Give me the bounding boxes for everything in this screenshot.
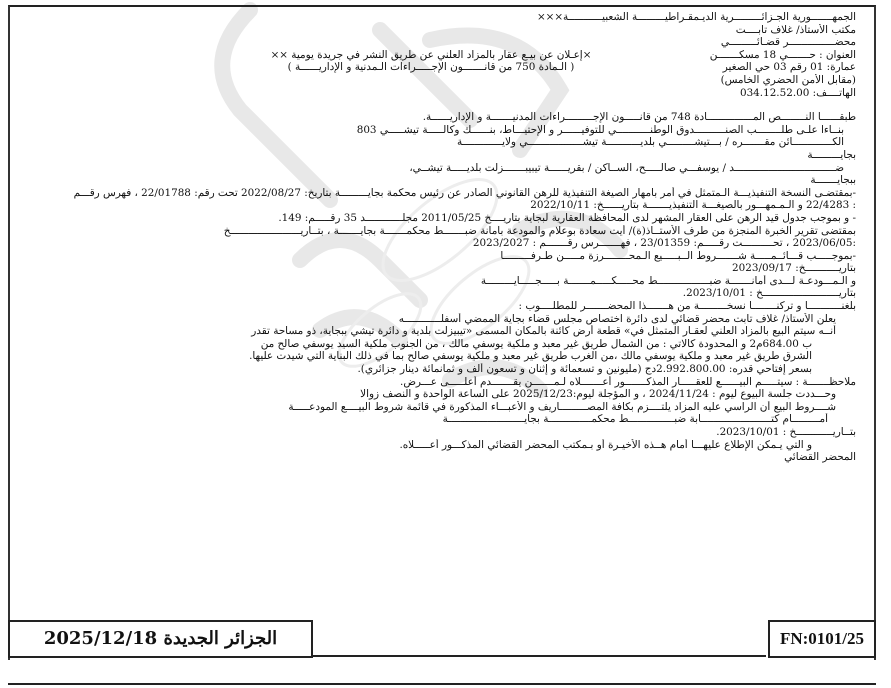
body-line: بجايـــــــــة <box>807 148 856 161</box>
body-line: ببجايـــــــة <box>810 174 856 187</box>
phone-number: الهاتــــف: 034.12.52.00 <box>739 86 856 99</box>
body-line: يعلن الأستاذ/ غلاف تابت محضر قضائي لدى دائرة اختصاص مجلس قضاء بجاية الممضي أسفلــــــــــــه <box>398 312 836 325</box>
body-line: بنــاءا علـى طلــــــــب الصنــــــــــدوق الوطنـــــــــــي للتوفيــــــر و الإحتيـــاط، بنــــــك وكالـــــة تيشـــــي 803 <box>356 123 844 136</box>
document-title: محضـــــــــــــــر قضـائـــــــــي <box>720 36 856 49</box>
body-line: -بمقتضـى النسخة التنفيذيـــة الـمتمثل في أمر بامهار الصيغة التنفيذية للرهن القانوني الصادر عن رئيس محكمة بجايـــــــــة بتاريخ: 2022/08/27 تحت رقم: 22/01788 ، فهرس رقـــم <box>73 186 856 199</box>
body-line: بتــاريــــــــــــخ : 2023/10/01. <box>716 426 856 438</box>
signature-line: المحضر القضائي <box>784 451 856 464</box>
body-line: وحـــددت جلسة البيوع ليوم : 2024/11/24 ، و المؤجلة ليوم:2025/12/23 على الساعة الواحدة و النصف زوالا <box>360 388 836 401</box>
body-line: ضـــــــــــــــــــــــــــــــــد / يوسفـــي صالـــــح، الســاكن / بقريــــــة تيبيبـــــــزلت بلديـــــة تيشــي، <box>409 161 844 174</box>
body-line: و الـمـــودعـة لـــدى أمانـــــــة ضبـــــــــــــــــط محـــــكـــــمـــــــة بـــــجـــــايـــــــــة <box>480 274 856 287</box>
body-line: :2023/06/05 ، تحــــــــــت رقـــــم: 23/01359 ، فهـــــــرس رقـــــــم : 2023/2027 <box>472 237 856 250</box>
bottom-divider <box>8 683 876 685</box>
body-line: بمقتضى تقرير الخبرة المنجزة من طرف الأستــاذ(ة)/ أيت سعادة بوعلام والمودعة بأمانة ضبـــــــط محكمـــــــة بجايـــــــة ، بتــاريـــــــــــــــــــــــخ <box>223 224 856 237</box>
announcement-document <box>14 11 856 464</box>
body-line: طبقــــــا النــــــــص المـــــــــــــــادة 748 من قانـــــون الإجـــــــــراءات المدنيـــــــة و الإداريــــــة. <box>422 111 856 124</box>
republic-heading: الجمهـــــــورية الجـزائـــــــــرية الديـمقـراطيـــــــــة الشعبيـــــــــــة××× <box>536 11 856 23</box>
body-line: الكـــــــــــــائن مقـــــــره / بـــتيشـــــــــي بلديـــــــــــة تيشــــــــــــــــــي ولايـــــــــــــة <box>456 136 844 149</box>
body-line: -بموجـــــب قـــائــمـــــة شـــــــروط الــبـــــيع الـمحــــــــرزة مـــــن طـرفـــــــــا <box>500 249 856 262</box>
body-line: بتاريـــــــــــخ: 2023/09/17 <box>732 262 856 275</box>
body-line: أنــه سيتم البيع بالمزاد العلني لعقـار المتمثل في» قطعة أرض كائنة بالمكان المسمى «تيبيزلت بلدية و دائرة تيشي ببجاية، ذو مساحة تقدر <box>251 325 836 338</box>
reference-number-box: FN:0101/25 <box>768 620 876 658</box>
body-line: بسعر إفتاحي قدره: 2.992.800.00دج (مليونين و تسعمائة و إثنان و تسعون ألف و ثمانمائة دينار جزائري). <box>357 363 812 376</box>
announcement-title: ×إعـلان عن بيـع عقار بالمزاد العلني عن طريق النشر في جريدة يومية ×× <box>270 48 592 61</box>
body-line: الشرق طريق غير معبد و ملكية يوسفي مالك ،من الغرب طريق غير معبد و ملكية يوسفي صالح بما في ذلك البناية التي شيدت عليها. <box>249 350 812 363</box>
address-label: العنوان : حـــــــي 18 مسكـــــــن <box>709 48 856 61</box>
newspaper-date-box: الجزائر الجديدة 2025/12/18 <box>8 620 313 658</box>
building-address: عمارة: 01 رقم 03 حي الصغير <box>722 61 856 74</box>
body-line: بتاريـــــــــــــــــــــــــخ : 2023/10/01. <box>682 287 856 300</box>
body-line: : 22/4283 و الـمـمهـــور بالصيغـــة التنفيذيـــــــة بتاريــــــخ: 2022/10/11 <box>530 199 856 212</box>
body-line: أمـــــــــام كتـــــــــــــــــــــــابة ضبـــــــــــــــط محكمــــــــــــــة بجايـــــــــــــــــــــــــة <box>442 413 828 426</box>
office-name: مكتب الأستاذ/ غلاف تابــــت <box>735 23 856 36</box>
announcement-article: ( الـمادة 750 من قانـــــــون الإجـــــراءات الـمدنية و الإداريــــــة ) <box>287 61 575 74</box>
body-line: و التي يـمكن الإطلاع عليهـــا أمام هــذه الأخيـرة أو بـمكتب المحضر القضائي المذكـــور أعـــــلاه. <box>399 438 812 451</box>
body-line: - و بموجب جدول قيد الرهن على العقار المشهر لدى المحافظة العقارية لبجاية بتاريــــخ 2011/05/25 مجلــــــــــــد 35 رقـــــم: 149. <box>278 211 856 224</box>
address-landmark: (مقابل الأمن الحضري الخامس) <box>720 73 856 86</box>
footer-bar <box>8 620 876 660</box>
body-line: بلغنـــــــــــا و تركنــــــــا نسخـــــــــة من هـــــــذا المحضـــــــر للمطلــــوب : <box>518 300 856 313</box>
header-address-row <box>14 49 856 99</box>
footer-divider <box>308 655 766 657</box>
body-line: شــــروط البيع أن الراسي عليه المزاد يلتــــزم بكافة المصـــــــــاريف و الأعبـــاء المذكورة في قائمة شروط البيــــع المودعـــــة <box>288 400 836 413</box>
body-line: ب 684.00م2 و المحدودة كالاتي : من الشمال طريق غير معبد و ملكية يوسفي مالك ، من الجنوب ملكية السيد يوسفي صالح من <box>260 337 812 350</box>
body-line: ملاحظـــــــة : سيتـــــم البيــــــع للعقـــــار المذكـــــــور أعـــــــلاه لـمـــــــن يقـــــــدم أعلـــــى عـــرض. <box>400 375 856 388</box>
